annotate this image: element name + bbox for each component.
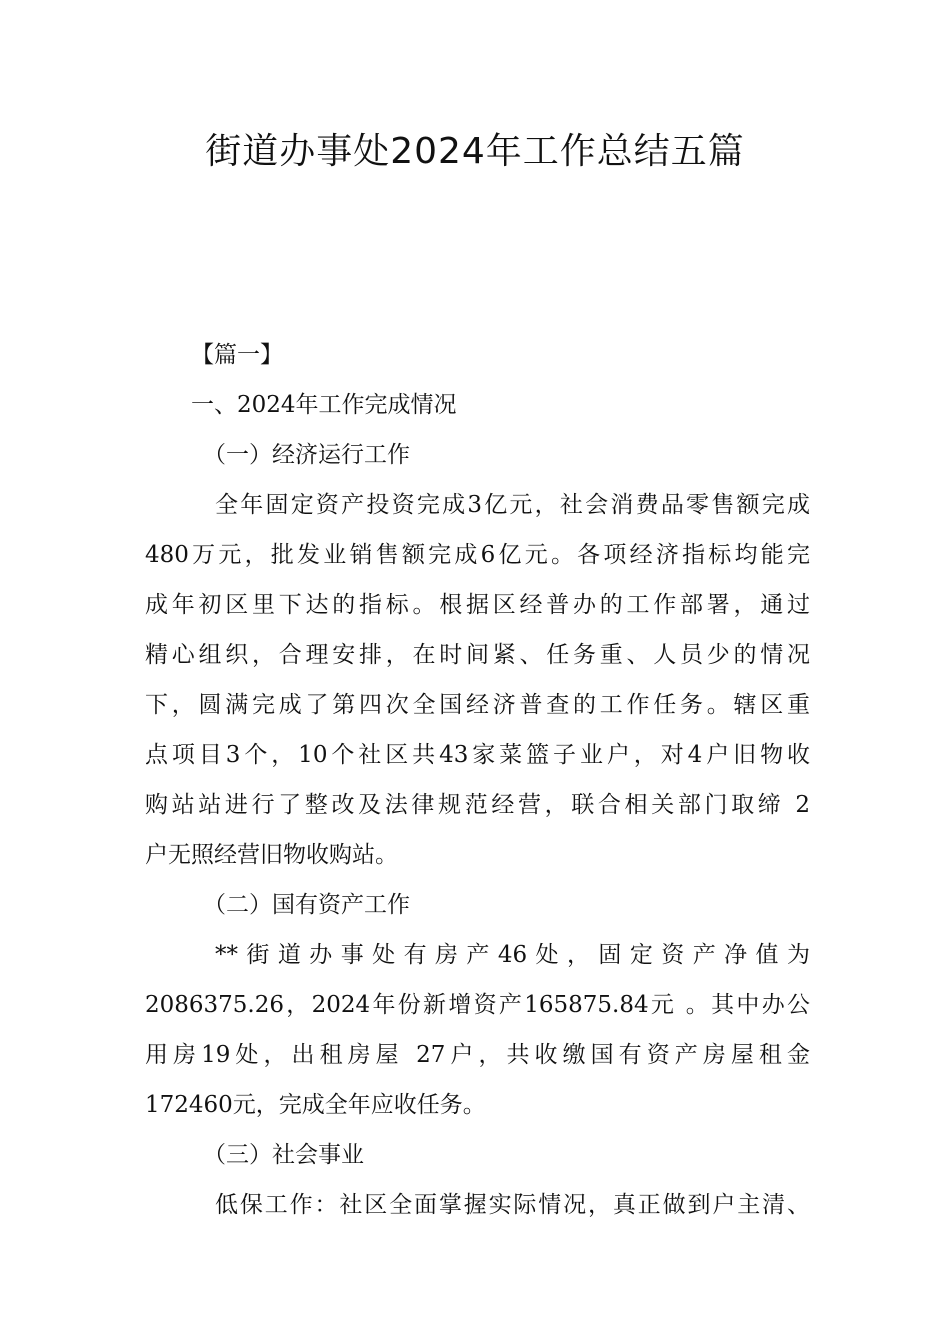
- paragraph-line: 全年固定资产投资完成3亿元，社会消费品零售额完成: [215, 492, 810, 518]
- paragraph-line: 480万元，批发业销售额完成6亿元。各项经济指标均能完: [145, 542, 810, 568]
- section-label: 【篇一】: [191, 342, 283, 368]
- paragraph-line: 购站站进行了整改及法律规范经营，联合相关部门取缔 2: [145, 792, 810, 818]
- paragraph-line: 点项目3个，10个社区共43家菜篮子业户，对4户旧物收: [145, 742, 810, 768]
- paragraph-line: **街道办事处有房产46处，固定资产净值为: [215, 942, 810, 968]
- paragraph-line: 低保工作：社区全面掌握实际情况，真正做到户主清、: [215, 1192, 810, 1218]
- document-body: [145, 330, 810, 1230]
- paragraph-line: 成年初区里下达的指标。根据区经普办的工作部署，通过: [145, 592, 810, 618]
- heading-level-1: 一、2024年工作完成情况: [191, 392, 457, 418]
- heading-level-2: （二）国有资产工作: [203, 892, 410, 918]
- paragraph-line: 精心组织，合理安排，在时间紧、任务重、人员少的情况: [145, 642, 810, 668]
- heading-level-2: （一）经济运行工作: [203, 442, 410, 468]
- paragraph-line: 172460元，完成全年应收任务。: [145, 1092, 486, 1118]
- heading-level-2: （三）社会事业: [203, 1142, 364, 1168]
- paragraph-line: 下，圆满完成了第四次全国经济普查的工作任务。辖区重: [145, 692, 810, 718]
- document-title: 街道办事处2024年工作总结五篇: [205, 131, 745, 172]
- paragraph-line: 2086375.26，2024年份新增资产165875.84元 。其中办公: [145, 992, 810, 1018]
- paragraph-line: 用房19处，出租房屋 27户，共收缴国有资产房屋租金: [145, 1042, 810, 1068]
- paragraph-line: 户无照经营旧物收购站。: [145, 842, 398, 868]
